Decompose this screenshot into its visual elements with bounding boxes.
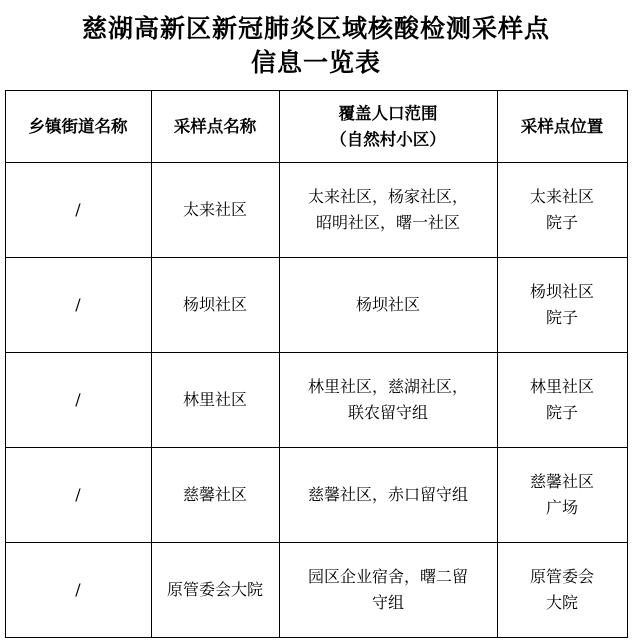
cell-location (497, 448, 627, 543)
cell-location-line-2: 院子 (545, 308, 578, 327)
cell-site-name: 杨坝社区 (151, 258, 279, 353)
sampling-point-table (5, 90, 628, 638)
page-title (0, 0, 632, 90)
table-row (5, 353, 627, 448)
page-title-line-2: 信息一览表 (250, 48, 381, 77)
cell-location (497, 543, 627, 638)
cell-location-line-2: 院子 (545, 403, 578, 422)
cell-location-line-1: 太来社区 (529, 187, 594, 206)
table-row (5, 543, 627, 638)
cell-coverage (279, 353, 497, 448)
cell-location-line-1: 慈馨社区 (529, 472, 594, 491)
cell-coverage-line-1: 园区企业宿舍，曙二留 (307, 567, 468, 586)
cell-coverage-line-2: 昭明社区，曙一社区 (315, 213, 460, 232)
cell-location-line-1: 林里社区 (529, 377, 594, 396)
cell-coverage-line-1: 杨坝社区 (355, 295, 420, 314)
cell-coverage (279, 448, 497, 543)
column-header-location-line-1: 采样点位置 (520, 116, 604, 136)
table-row (5, 163, 627, 258)
cell-street: / (5, 543, 151, 638)
cell-street: / (5, 353, 151, 448)
column-header-coverage-line-1: 覆盖人口范围 (338, 103, 438, 123)
cell-location (497, 163, 627, 258)
cell-location-line-2: 大院 (545, 593, 578, 612)
cell-location (497, 353, 627, 448)
cell-coverage (279, 163, 497, 258)
cell-coverage-line-1: 慈馨社区，赤口留守组 (307, 485, 468, 504)
cell-site-name: 原管委会大院 (151, 543, 279, 638)
table-row (5, 448, 627, 543)
cell-site-name: 太来社区 (151, 163, 279, 258)
column-header-street-line-1: 乡镇街道名称 (28, 116, 128, 136)
cell-location (497, 258, 627, 353)
column-header-site-name (151, 91, 279, 163)
cell-site-name: 林里社区 (151, 353, 279, 448)
column-header-coverage (279, 91, 497, 163)
cell-coverage-line-1: 太来社区，杨家社区， (307, 187, 468, 206)
page-title-line-1: 慈湖高新区新冠肺炎区域核酸检测采样点 (81, 14, 550, 43)
cell-site-name: 慈馨社区 (151, 448, 279, 543)
column-header-coverage-line-2: （自然村小区） (330, 129, 446, 149)
cell-street: / (5, 448, 151, 543)
table-header-row (5, 91, 627, 163)
cell-coverage (279, 543, 497, 638)
cell-coverage-line-2: 守组 (371, 593, 404, 612)
column-header-location (497, 91, 627, 163)
cell-coverage-line-2: 联农留守组 (347, 403, 428, 422)
table-row (5, 258, 627, 353)
column-header-street (5, 91, 151, 163)
cell-coverage (279, 258, 497, 353)
column-header-site-name-line-1: 采样点名称 (173, 116, 257, 136)
cell-location-line-2: 院子 (545, 213, 578, 232)
cell-coverage-line-1: 林里社区，慈湖社区， (307, 377, 468, 396)
cell-location-line-1: 杨坝社区 (529, 282, 594, 301)
cell-street: / (5, 163, 151, 258)
cell-location-line-1: 原管委会 (529, 567, 594, 586)
cell-street: / (5, 258, 151, 353)
cell-location-line-2: 广场 (545, 498, 578, 517)
